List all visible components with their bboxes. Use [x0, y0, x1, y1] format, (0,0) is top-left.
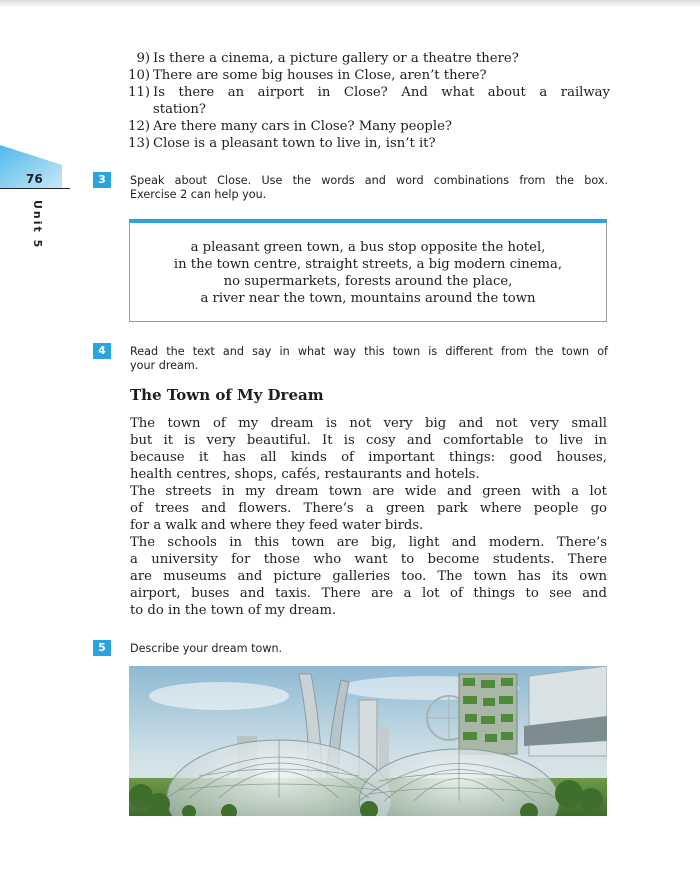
story-line: because it has all kinds of important things: good houses,: [130, 450, 607, 465]
question-item: [118, 135, 610, 152]
question-number: 11): [128, 85, 150, 100]
question-number: 9): [136, 51, 150, 66]
question-number: 10): [128, 68, 150, 83]
question-text: Is there a cinema, a picture gallery or a theatre there?: [153, 51, 519, 66]
exercise-5-instruction: Describe your dream town.: [130, 642, 283, 655]
question-item: [118, 67, 610, 84]
story-line: are museums and picture galleries too. The town has its own: [130, 569, 607, 584]
story-text: [130, 415, 607, 619]
story-line: airport, buses and taxis. There are a lot of things to see and: [130, 586, 607, 601]
exercise-3-instruction: Speak about Close. Use the words and word combinations from the box. Exercise 2 can help you.: [130, 174, 608, 201]
story-line: of trees and flowers. There’s a green park where people go: [130, 501, 607, 516]
unit-label: Unit 5: [31, 200, 44, 250]
exercise-4-instruction: Read the text and say in what way this town is different from the town of your dream.: [130, 345, 608, 372]
story-line: a university for those who want to become students. There: [130, 552, 607, 567]
story-line: The town of my dream is not very big and not very small: [130, 416, 607, 431]
question-item: [118, 50, 610, 67]
question-text: Close is a pleasant town to live in, isn’t it?: [153, 136, 436, 151]
question-number: 12): [128, 119, 150, 134]
question-text: There are some big houses in Close, aren’t there?: [153, 68, 487, 83]
question-item: [118, 118, 610, 135]
story-line: for a walk and where they feed water birds.: [130, 518, 424, 533]
page-top-shadow: [0, 0, 700, 8]
exercise-5-badge: 5: [93, 640, 111, 656]
questions-list: [118, 50, 610, 152]
exercise-4-badge: 4: [93, 343, 111, 359]
question-item: [118, 84, 610, 118]
word-box-line: a river near the town, mountains around the town: [200, 291, 536, 306]
unit-tab-graphic: [0, 0, 72, 190]
word-box: [129, 219, 607, 322]
word-box-line: no supermarkets, forests around the place,: [223, 274, 513, 289]
word-box-line: in the town centre, straight streets, a big modern cinema,: [173, 257, 563, 272]
page-number: 76: [26, 172, 43, 186]
story-line: health centres, shops, cafés, restaurants and hotels.: [130, 467, 480, 482]
story-line: The streets in my dream town are wide and green with a lot: [130, 484, 607, 499]
page-number-rule: [0, 188, 70, 189]
question-text: Is there an airport in Close? And what about a railway station?: [153, 85, 610, 117]
word-box-line: a pleasant green town, a bus stop opposite the hotel,: [190, 240, 546, 255]
question-number: 13): [128, 136, 150, 151]
story-line: to do in the town of my dream.: [130, 603, 337, 618]
exercise-3-badge: 3: [93, 172, 111, 188]
futuristic-city-image: [129, 666, 607, 816]
story-line: The schools in this town are big, light and modern. There’s: [130, 535, 607, 550]
story-line: but it is very beautiful. It is cosy and comfortable to live in: [130, 433, 607, 448]
story-title: The Town of My Dream: [130, 386, 324, 404]
question-text: Are there many cars in Close? Many people?: [153, 119, 452, 134]
